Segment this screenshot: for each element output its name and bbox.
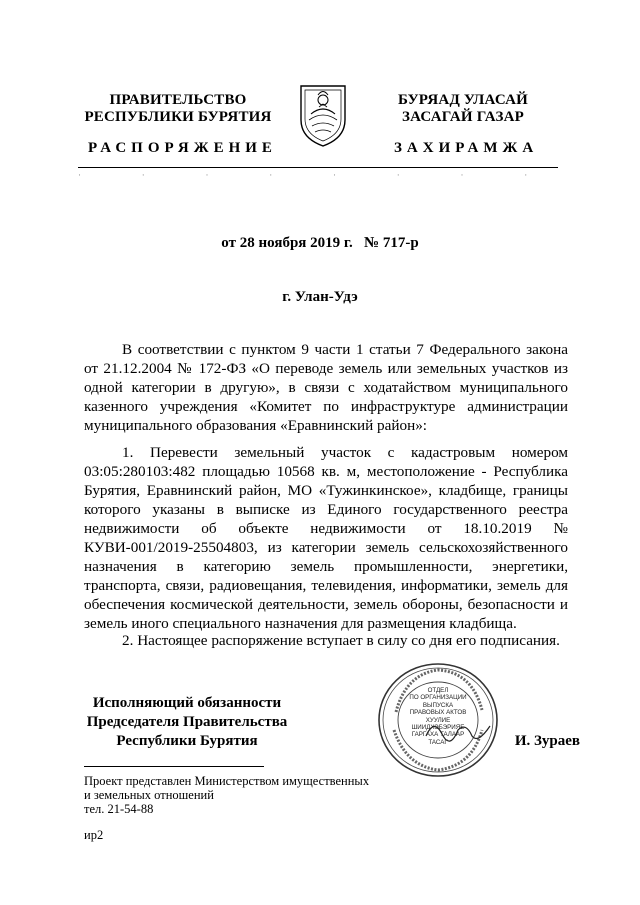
signatory-title [72, 694, 302, 751]
org-name-bua-line1: БУРЯАД УЛАСАЙ [397, 92, 529, 108]
footer-divider [84, 766, 264, 767]
handwritten-signature [420, 712, 500, 748]
signatory-title-line2: Председателя Правительства [86, 714, 288, 730]
org-name-ru [78, 92, 278, 126]
footer-note-line2: и земельных отношений [84, 788, 214, 802]
org-name-ru-line1: ПРАВИТЕЛЬСТВО [109, 92, 247, 108]
signatory-title-line1: Исполняющий обязанности [92, 695, 282, 711]
doc-type-ru: РАСПОРЯЖЕНИЕ [88, 140, 277, 156]
signatory-title-line3: Республики Бурятия [116, 733, 258, 749]
org-name-bua [368, 92, 558, 126]
coat-of-arms-emblem [297, 80, 349, 148]
stamp-line6: ШИИДХЭБЭРИЯЕ [411, 724, 465, 732]
stamp-line2: ПО ОРГАНИЗАЦИИ [409, 694, 467, 702]
stamp-line3: ВЫПУСКА [422, 701, 454, 709]
dotted-line: · · · · · · · · [78, 170, 531, 180]
header-divider [78, 167, 558, 168]
footer-code: ир2 [84, 828, 104, 842]
footer-note-line1: Проект представлен Министерством имущественных [84, 774, 370, 788]
footer-phone: тел. 21-54-88 [84, 802, 154, 816]
doc-type-bua: ЗАХИРАМЖА [394, 140, 539, 156]
item-2-paragraph: 2. Настоящее распоряжение вступает в силу со дня его подписания. [122, 632, 560, 649]
stamp-line8: ТАСАГ [428, 738, 448, 746]
stamp-line4: ПРАВОВЫХ АКТОВ [409, 709, 467, 717]
signatory-name: И. Зураев [514, 733, 580, 749]
org-name-bua-line2: ЗАСАГАЙ ГАЗАР [402, 109, 524, 125]
stamp-line7: ГАРГАХА ТАЛААР [411, 731, 465, 739]
doc-city: г. Улан-Удэ [282, 289, 358, 305]
doc-date-number: от 28 ноября 2019 г. № 717-р [221, 235, 419, 251]
preamble-paragraph: В соответствии с пунктом 9 части 1 статьи 7 Федерального закона от 21.12.2004 № 172-ФЗ «О переводе земель или земельных участков из одной категории в другую», в связи с ходатайством муниципального казенного учреждения «Комитет по инфраструктуре администрации муниципального образования «Еравнинский район»: [84, 341, 568, 434]
stamp-line1: ОТДЕЛ [427, 687, 449, 694]
stamp-line5: ХУУЛИЕ [425, 716, 451, 724]
item-1-paragraph: 1. Перевести земельный участок с кадастровым номером 03:05:280103:482 площадью 10568 кв. м, местоположение - Республика Бурятия, Еравнинский район, МО «Тужинкинское», кладбище, границы которого указаны в выписке из Единого государственного реестра недвижимости об объекте недвижимости от 18.10.2019 № КУВИ-001/2019-25504803, из категории земель сельскохозяйственного назначения в категорию земель промышленности, энергетики, транспорта, связи, радиовещания, телевидения, информатики, земель для обеспечения космической деятельности, земель обороны, безопасности и земель иного специального назначения для размещения кладбища. [84, 444, 568, 632]
footer-note [84, 774, 404, 816]
org-name-ru-line2: РЕСПУБЛИКИ БУРЯТИЯ [84, 109, 272, 125]
